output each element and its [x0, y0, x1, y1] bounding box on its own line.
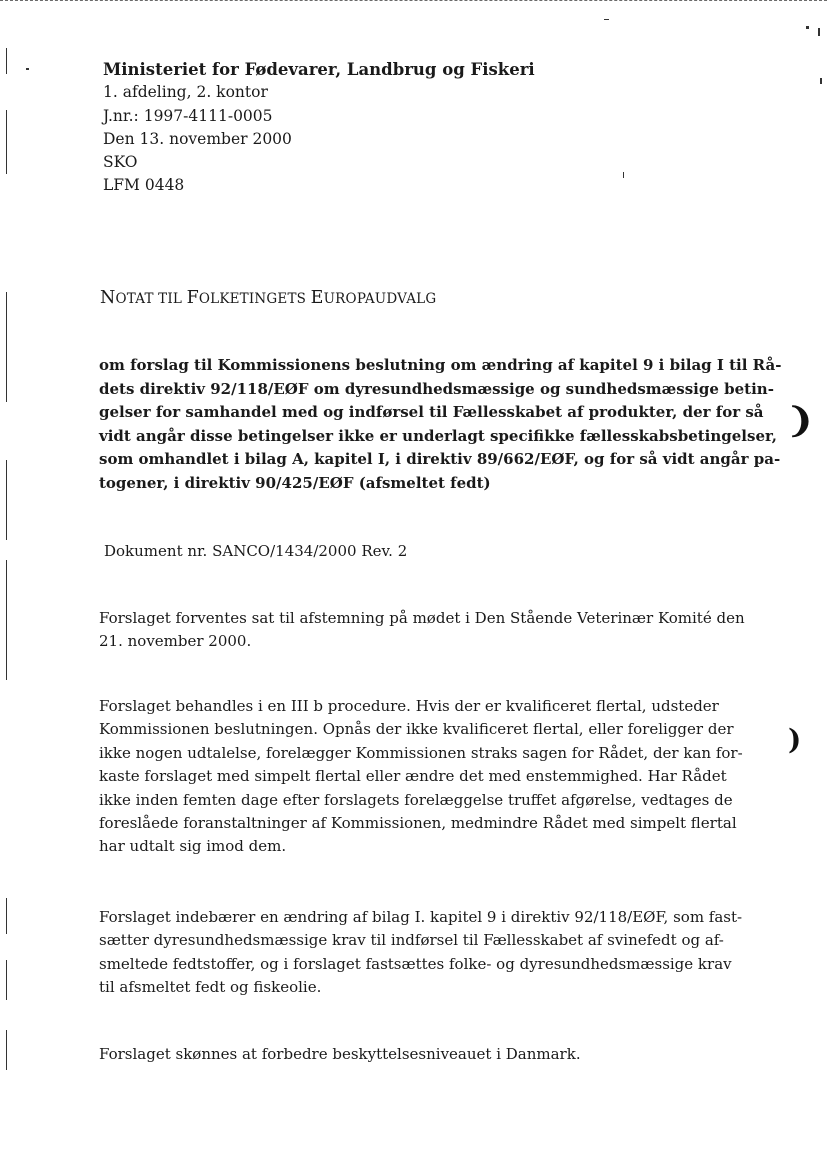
reference: LFM 0448	[103, 176, 185, 195]
subject-line: togener, i direktiv 90/425/EØF (afsmeltet fedt)	[99, 473, 491, 492]
title-initial: F	[186, 288, 199, 308]
subject-line: gelser for samhandel med og indførsel til Fællesskabet af produkter, der for så	[99, 403, 764, 421]
paragraph-line: Forslaget forventes sat til afstemning på mødet i Den Stående Veterinær Komité den	[99, 609, 745, 627]
scan-mark	[6, 960, 7, 1000]
paragraph-line: har udtalt sig imod dem.	[99, 837, 287, 856]
scan-mark	[6, 898, 7, 934]
scan-mark	[6, 48, 7, 74]
paragraph-content	[99, 906, 742, 1000]
department: 1. afdeling, 2. kontor	[103, 83, 268, 102]
document-number: Dokument nr. SANCO/1434/2000 Rev. 2	[104, 542, 408, 560]
paragraph-line: 21. november 2000.	[99, 632, 252, 651]
paragraph-line: Forslaget skønnes at forbedre beskyttelsesniveauet i Danmark.	[99, 1045, 581, 1063]
title-initial: E	[310, 288, 324, 308]
paragraph-line: sætter dyresundhedsmæssige krav til indførsel til Fællesskabet af svinefedt og af-	[99, 931, 724, 950]
paragraph-line: foreslåede foranstaltninger af Kommissionen, medmindre Rådet med simpelt flertal	[99, 814, 737, 833]
paragraph-line: ikke inden femten dage efter forslagets forelæggelse truffet afgørelse, vedtages de	[99, 790, 733, 809]
paragraph-line: Forslaget indebærer en ændring af bilag I. kapitel 9 i direktiv 92/118/EØF, som fast-	[99, 908, 743, 926]
title-initial: N	[100, 288, 116, 308]
paragraph-line: Forslaget behandles i en III b procedure. Hvis der er kvalificeret flertal, udsteder	[99, 697, 719, 715]
scan-mark	[6, 560, 7, 680]
scan-mark	[6, 110, 7, 174]
paragraph-assessment	[99, 1043, 581, 1066]
subject-line: dets direktiv 92/118/EØF om dyresundhedsmæssige og sundhedsmæssige betin-	[99, 379, 774, 398]
scan-mark	[6, 1030, 7, 1070]
title-text: OTAT TIL	[115, 291, 187, 307]
paragraph-line: ikke nogen udtalelse, forelægger Kommissionen straks sagen for Rådet, der kan for-	[99, 743, 743, 762]
subject-line: vidt angår disse betingelser ikke er underlagt specifikke fællesskabsbetingelser,	[99, 426, 778, 445]
scan-mark	[806, 26, 809, 29]
date: Den 13. november 2000	[103, 129, 292, 148]
paragraph-line: til afsmeltet fedt og fiskeolie.	[99, 978, 322, 997]
scan-mark	[6, 460, 7, 540]
paragraph-line: smeltede fedtstoffer, og i forslaget fastsættes folke- og dyresundhedsmæssige krav	[99, 954, 732, 973]
title-text: OLKETINGETS	[198, 291, 311, 307]
paragraph-line: Kommissionen beslutningen. Opnås der ikke kvalificeret flertal, eller foreligger der	[99, 720, 734, 739]
subject-heading	[99, 354, 782, 495]
letterhead	[103, 58, 535, 198]
paragraph-procedure	[99, 695, 743, 859]
subject-line: om forslag til Kommissionens beslutning om ændring af kapitel 9 i bilag I til Rå-	[99, 356, 782, 374]
organization-name: Ministeriet for Fødevarer, Landbrug og Fiskeri	[103, 60, 535, 79]
scan-mark	[818, 28, 820, 36]
scan-mark	[820, 78, 822, 84]
subject-line: som omhandlet i bilag A, kapitel I, i direktiv 89/662/EØF, og for så vidt angår pa-	[99, 450, 781, 468]
scan-mark	[26, 68, 29, 70]
title-text: UROPAUDVALG	[323, 291, 437, 307]
scan-mark	[604, 19, 609, 20]
scan-mark	[6, 292, 7, 402]
journal-number: J.nr.: 1997-4111-0005	[103, 106, 273, 125]
scan-mark	[623, 172, 624, 178]
binder-hole-mark: ❩	[786, 401, 815, 441]
paragraph-vote	[99, 607, 745, 654]
binder-hole-mark: )	[788, 723, 802, 756]
paragraph-line: kaste forslaget med simpelt flertal eller ændre det med enstemmighed. Har Rådet	[99, 767, 727, 786]
scan-edge	[0, 0, 827, 5]
document-title	[100, 288, 436, 308]
initials: SKO	[103, 153, 138, 172]
